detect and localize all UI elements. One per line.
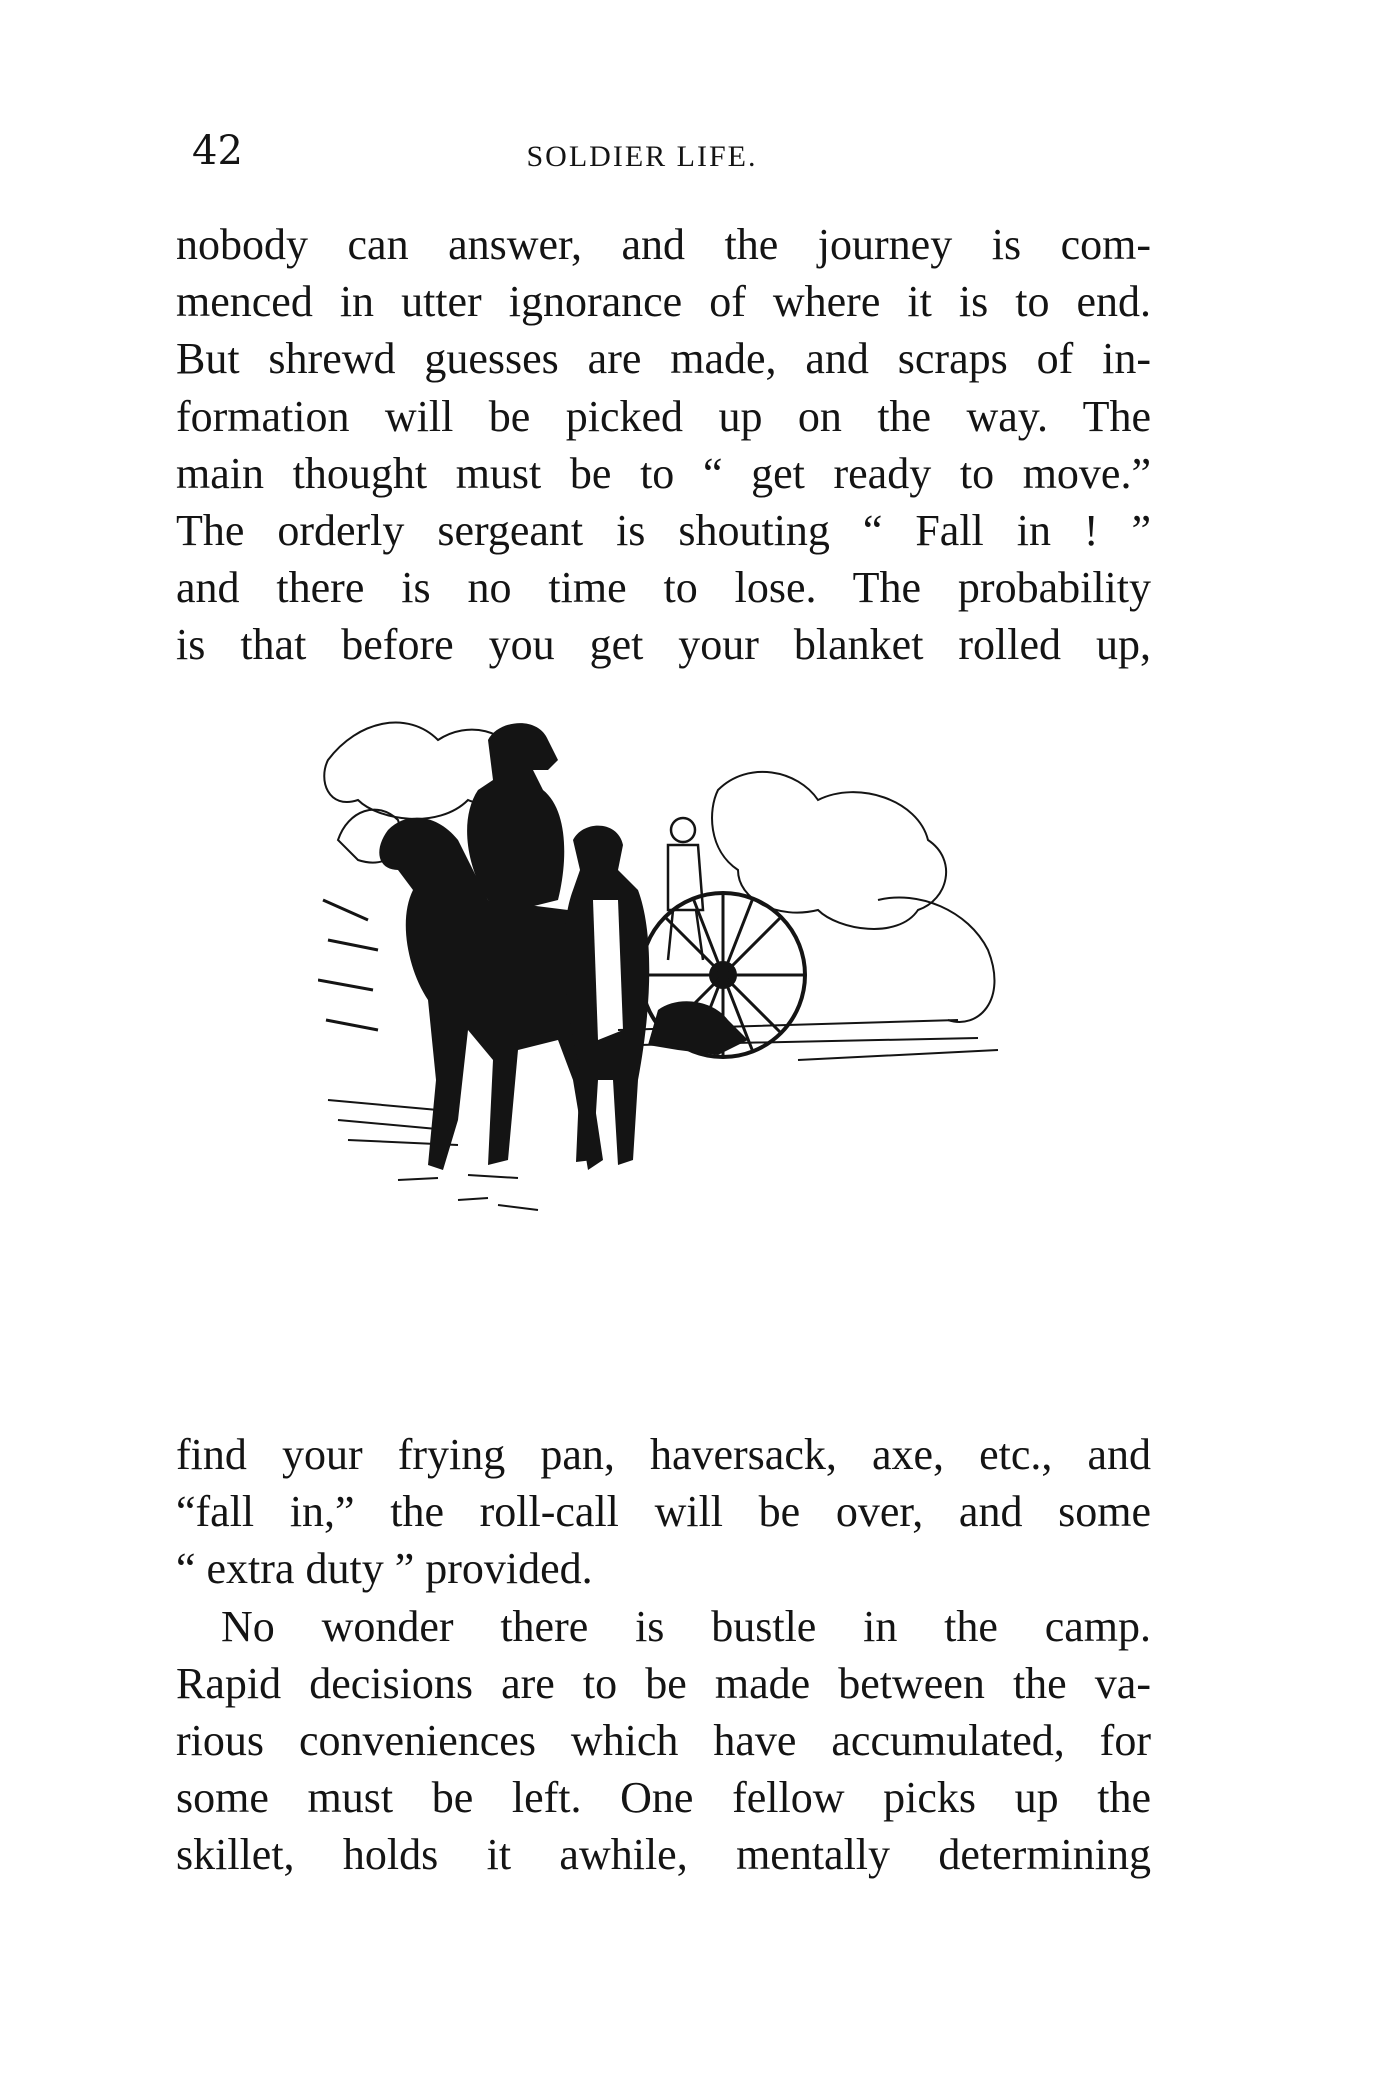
engraving-svg	[318, 700, 1008, 1370]
text-line: But shrewd guesses are made, and scraps of in-	[176, 334, 1151, 384]
text-line: skillet, holds it awhile, mentally determining	[176, 1830, 1151, 1880]
text-line: “fall in,” the roll-call will be over, and some	[176, 1487, 1151, 1537]
text-line: some must be left. One fellow picks up the	[176, 1773, 1151, 1823]
text-line: is that before you get your blanket rolled up,	[176, 620, 1151, 670]
text-line: nobody can answer, and the journey is com-	[176, 220, 1151, 269]
standing-officer	[564, 826, 649, 1165]
running-head: SOLDIER LIFE.	[526, 140, 758, 173]
ground-hatching	[328, 1020, 998, 1210]
page-header	[192, 128, 1152, 178]
text-line: The orderly sergeant is shouting “ Fall in ! ”	[176, 506, 1151, 556]
text-line: main thought must be to “ get ready to move.”	[176, 448, 1151, 498]
engraving-illustration	[318, 700, 1008, 1370]
text-line: and there is no time to lose. The probability	[176, 563, 1151, 613]
text-block-bottom	[176, 1426, 1151, 1884]
text-line: “ extra duty ” provided.	[176, 1544, 593, 1594]
text-line: formation will be picked up on the way. The	[176, 391, 1151, 441]
text-line: No wonder there is bustle in the camp.	[221, 1601, 1151, 1651]
rider-figure	[467, 723, 564, 910]
foliage-right	[712, 772, 946, 929]
text-line: rious conveniences which have accumulated, for	[176, 1716, 1151, 1766]
page-number: 42	[192, 128, 243, 174]
text-block-top	[176, 216, 1151, 674]
text-line: find your frying pan, haversack, axe, etc., and	[176, 1430, 1151, 1479]
text-line: menced in utter ignorance of where it is to end.	[176, 277, 1151, 327]
text-line: Rapid decisions are to be made between the va-	[176, 1658, 1151, 1708]
